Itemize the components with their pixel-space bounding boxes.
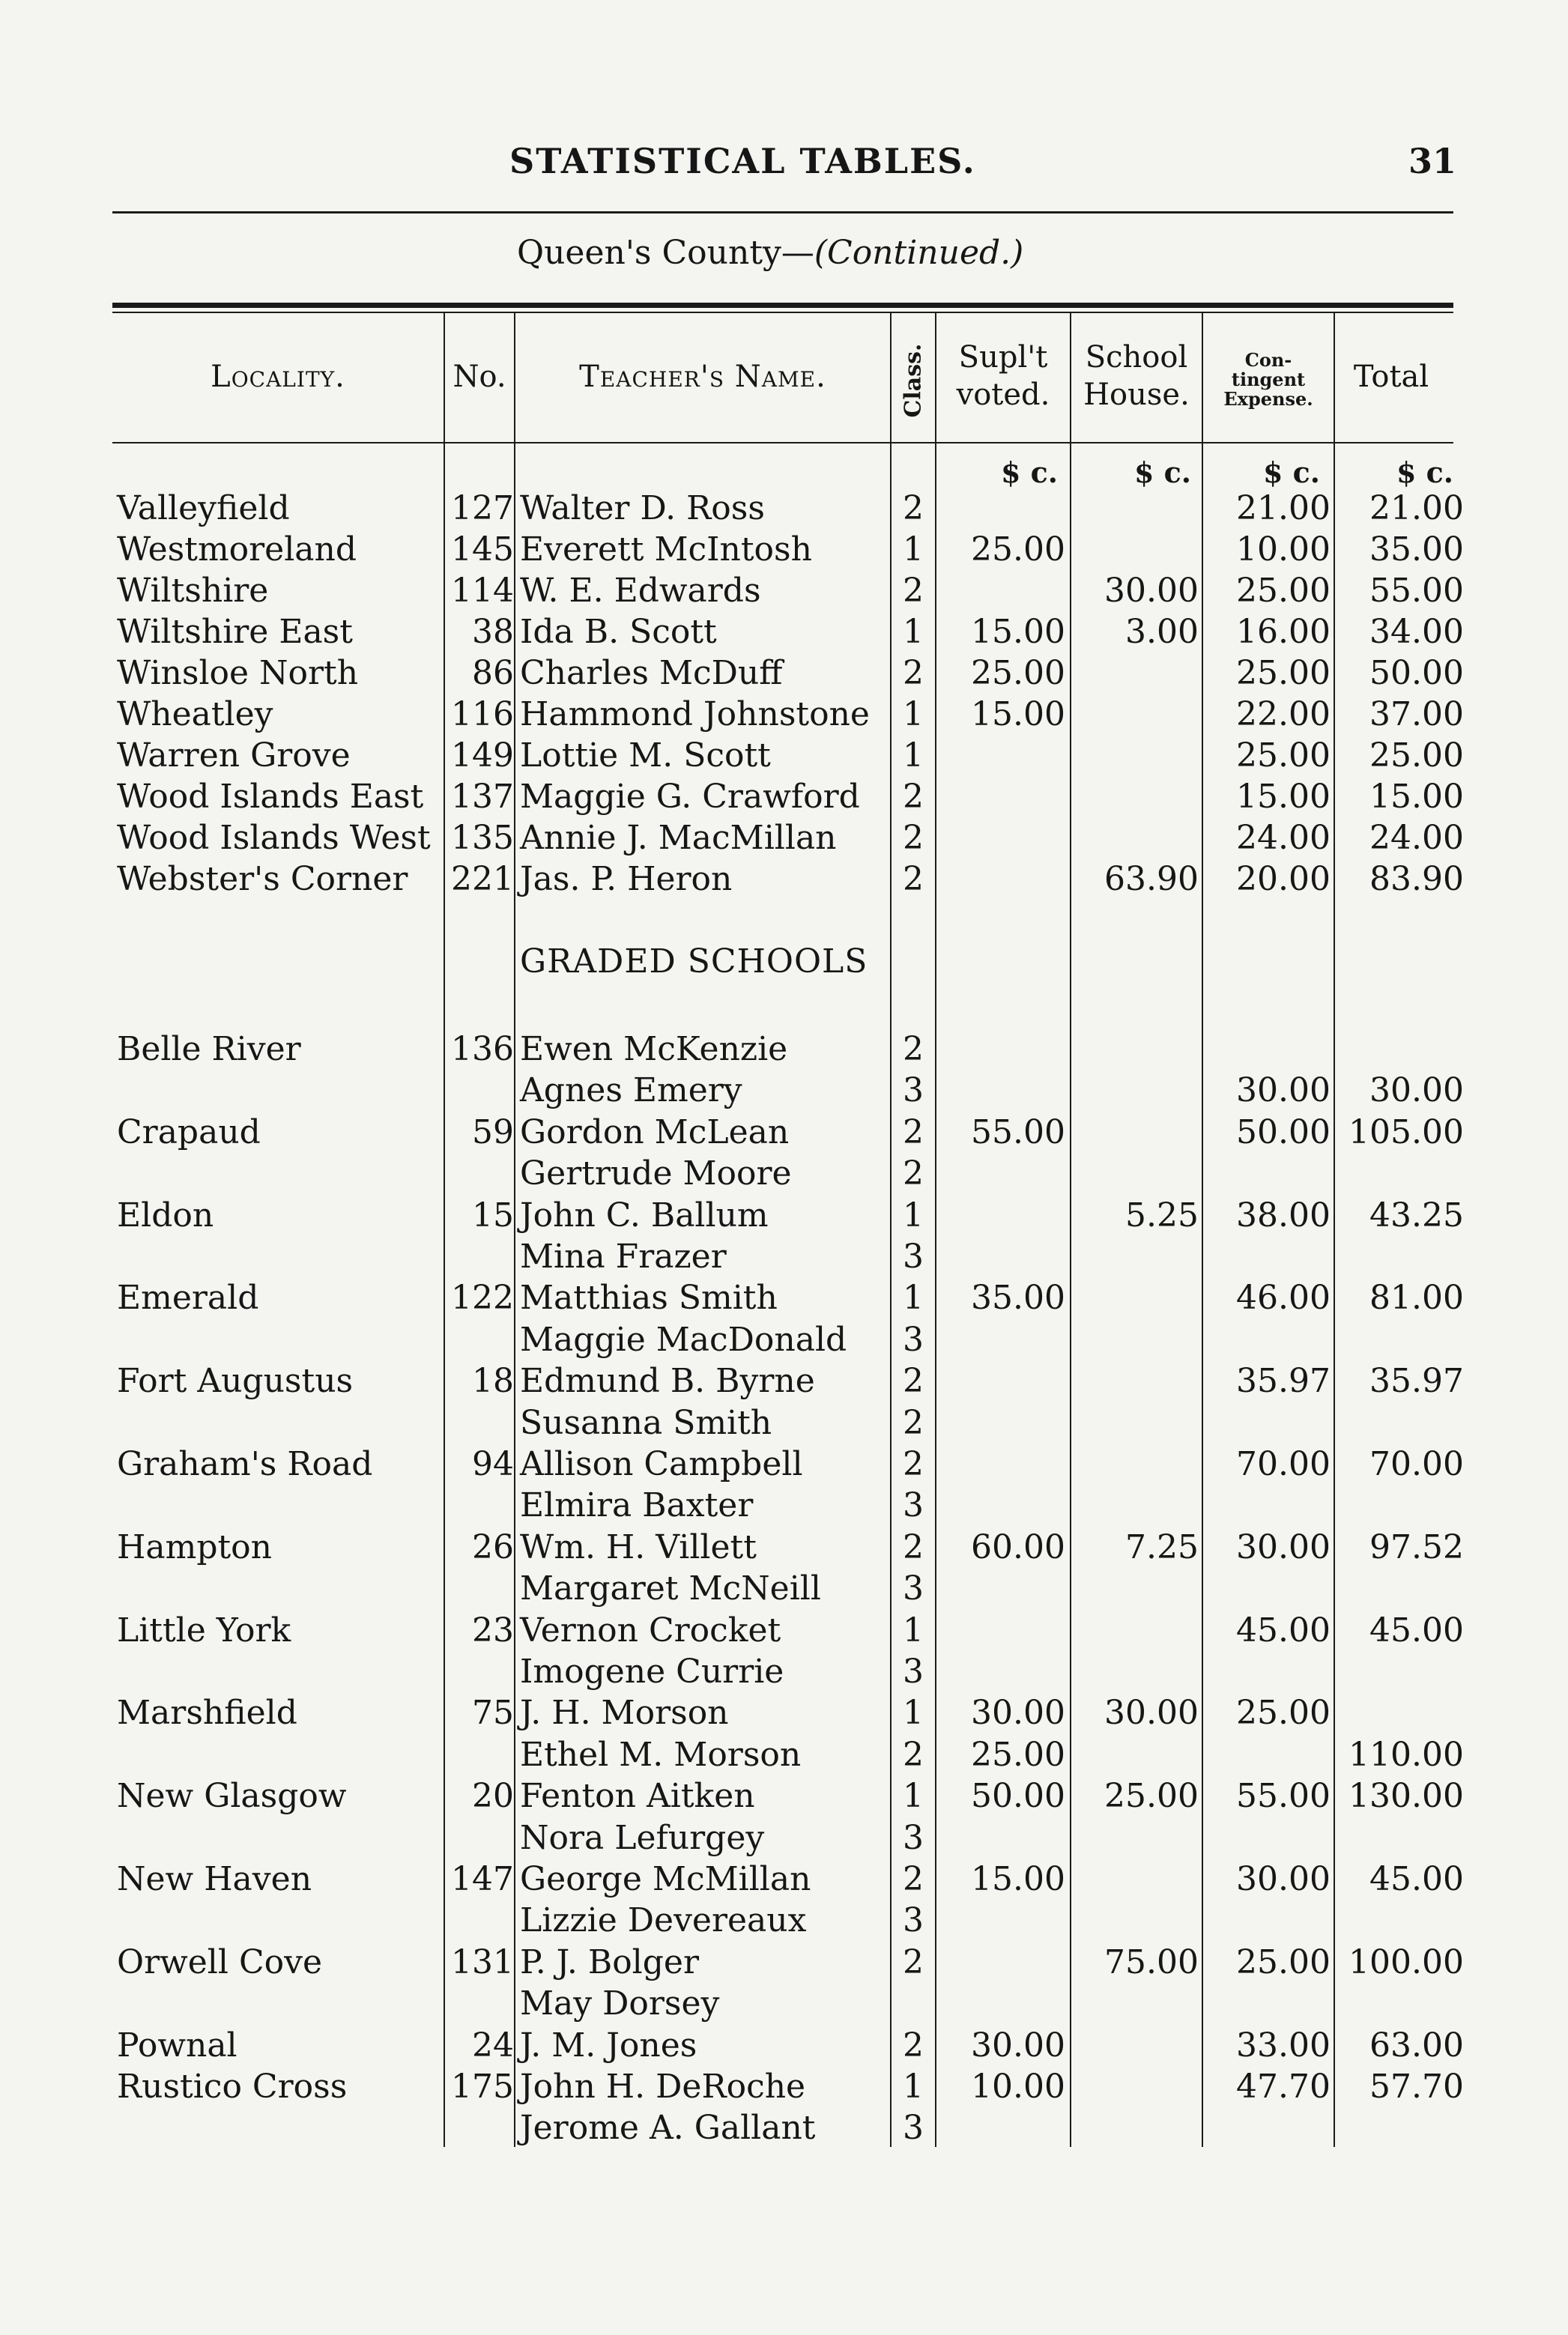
cell-school-number: 145 — [451, 530, 514, 569]
unit-label-contingent: $ c. — [1262, 455, 1320, 489]
cell-teacher-name: Wm. H. Villett — [520, 1527, 757, 1566]
table-header-rule — [112, 442, 1453, 443]
column-header-no: No. — [452, 360, 506, 394]
table-row — [0, 859, 1568, 900]
cell-class: 2 — [903, 819, 924, 857]
table-row — [0, 1029, 1568, 1070]
cell-class: 1 — [903, 736, 924, 775]
cell-class: 2 — [903, 778, 924, 816]
cell-total: 21.00 — [1369, 489, 1464, 527]
cell-contingent-expense: 10.00 — [1236, 530, 1331, 569]
table-row — [0, 1818, 1568, 1859]
cell-teacher-name: Margaret McNeill — [520, 1569, 821, 1608]
cell-class: 3 — [903, 1320, 924, 1359]
cell-class: 3 — [903, 1901, 924, 1940]
cell-class: 1 — [903, 613, 924, 651]
cell-teacher-name: Allison Campbell — [520, 1445, 803, 1483]
table-row — [0, 612, 1568, 652]
cell-total: 45.00 — [1369, 1611, 1464, 1650]
cell-class: 3 — [903, 2109, 924, 2148]
cell-teacher-name: Edmund B. Byrne — [520, 1362, 815, 1401]
cell-locality: Wiltshire — [117, 572, 269, 610]
cell-contingent-expense: 38.00 — [1236, 1196, 1331, 1235]
cell-contingent-expense: 30.00 — [1236, 1860, 1331, 1898]
cell-school-number: 38 — [472, 613, 514, 651]
cell-class: 2 — [903, 1112, 924, 1151]
cell-contingent-expense: 15.00 — [1236, 778, 1331, 816]
page-title: STATISTICAL TABLES. — [509, 141, 976, 181]
cell-locality: Belle River — [117, 1030, 301, 1068]
cell-teacher-name: Hammond Johnstone — [520, 695, 870, 733]
cell-school-house: 63.90 — [1104, 860, 1199, 898]
cell-school-house: 30.00 — [1104, 572, 1199, 610]
cell-locality: Emerald — [117, 1279, 259, 1318]
cell-suplt-voted: 15.00 — [971, 1860, 1065, 1898]
column-header-total: Total — [1353, 360, 1429, 394]
cell-contingent-expense: 25.00 — [1236, 1694, 1331, 1733]
cell-class: 2 — [903, 1403, 924, 1442]
cell-teacher-name: Walter D. Ross — [520, 489, 765, 527]
cell-teacher-name: Ewen McKenzie — [520, 1030, 788, 1068]
cell-class: 1 — [903, 1279, 924, 1318]
cell-school-number: 94 — [472, 1445, 514, 1483]
column-header-suplt: Supl't voted. — [956, 340, 1050, 412]
cell-teacher-name: Elmira Baxter — [520, 1486, 754, 1525]
header-rule — [112, 211, 1453, 213]
cell-total: 100.00 — [1348, 1942, 1464, 1981]
column-header-contingent: Con- tingent Expense. — [1223, 349, 1313, 410]
cell-contingent-expense: 46.00 — [1236, 1279, 1331, 1318]
cell-school-number: 75 — [472, 1694, 514, 1733]
cell-class: 3 — [903, 1653, 924, 1691]
cell-class: 2 — [903, 654, 924, 692]
cell-contingent-expense: 30.00 — [1236, 1527, 1331, 1566]
cell-suplt-voted: 25.00 — [971, 654, 1065, 692]
unit-label-school: $ c. — [1133, 455, 1191, 489]
column-header-class: Class. — [900, 343, 927, 417]
table-row — [0, 653, 1568, 694]
cell-school-house: 7.25 — [1125, 1527, 1199, 1566]
cell-class: 1 — [903, 2068, 924, 2106]
cell-class: 2 — [903, 572, 924, 610]
cell-suplt-voted: 10.00 — [971, 2068, 1065, 2106]
cell-total: 43.25 — [1369, 1196, 1464, 1235]
cell-total: 105.00 — [1348, 1112, 1464, 1151]
table-row — [0, 1486, 1568, 1526]
cell-class: 3 — [903, 1071, 924, 1110]
cell-locality: Crapaud — [117, 1112, 261, 1151]
cell-suplt-voted: 30.00 — [971, 1694, 1065, 1733]
cell-school-number: 59 — [472, 1112, 514, 1151]
table-row — [0, 1611, 1568, 1651]
table-row — [0, 2067, 1568, 2107]
cell-contingent-expense: 24.00 — [1236, 819, 1331, 857]
cell-class: 1 — [903, 530, 924, 569]
cell-school-house: 75.00 — [1104, 1942, 1199, 1981]
cell-total: 97.52 — [1369, 1527, 1464, 1566]
cell-contingent-expense: 70.00 — [1236, 1445, 1331, 1483]
cell-total: 57.70 — [1369, 2068, 1464, 2106]
cell-school-number: 135 — [451, 819, 514, 857]
cell-locality: Hampton — [117, 1527, 273, 1566]
table-row — [0, 1154, 1568, 1194]
cell-total: 24.00 — [1369, 819, 1464, 857]
cell-contingent-expense: 50.00 — [1236, 1112, 1331, 1151]
cell-total: 110.00 — [1348, 1735, 1464, 1774]
cell-class: 3 — [903, 1486, 924, 1525]
cell-school-number: 175 — [451, 2068, 514, 2106]
cell-contingent-expense: 20.00 — [1236, 860, 1331, 898]
cell-contingent-expense: 55.00 — [1236, 1777, 1331, 1816]
cell-locality: New Glasgow — [117, 1777, 347, 1816]
cell-school-number: 23 — [472, 1611, 514, 1650]
cell-locality: Marshfield — [117, 1694, 297, 1733]
cell-locality: Fort Augustus — [117, 1362, 354, 1401]
cell-locality: New Haven — [117, 1860, 312, 1898]
cell-contingent-expense: 33.00 — [1236, 2026, 1331, 2065]
cell-locality: Wheatley — [117, 695, 273, 733]
cell-total: 35.97 — [1369, 1362, 1464, 1401]
cell-locality: Little York — [117, 1611, 291, 1650]
cell-total: 45.00 — [1369, 1860, 1464, 1898]
page-subtitle — [517, 234, 1023, 272]
cell-total: 130.00 — [1348, 1777, 1464, 1816]
cell-school-number: 114 — [451, 572, 514, 610]
table-row — [0, 488, 1568, 529]
cell-locality: Westmoreland — [117, 530, 357, 569]
cell-teacher-name: Maggie MacDonald — [520, 1320, 847, 1359]
cell-class: 2 — [903, 1735, 924, 1774]
table-top-rule — [112, 303, 1453, 308]
cell-class: 2 — [903, 1942, 924, 1981]
cell-suplt-voted: 60.00 — [971, 1527, 1065, 1566]
cell-class: 1 — [903, 1611, 924, 1650]
table-row — [0, 1735, 1568, 1775]
table-row — [0, 1776, 1568, 1817]
table-row — [0, 1652, 1568, 1692]
cell-teacher-name: John H. DeRoche — [520, 2068, 806, 2106]
table-row — [0, 1237, 1568, 1277]
cell-suplt-voted: 55.00 — [971, 1112, 1065, 1151]
cell-teacher-name: Gertrude Moore — [520, 1154, 792, 1193]
cell-total: 81.00 — [1369, 1279, 1464, 1318]
cell-contingent-expense: 45.00 — [1236, 1611, 1331, 1650]
cell-teacher-name: Jerome A. Gallant — [520, 2109, 816, 2148]
cell-class: 2 — [903, 1860, 924, 1898]
cell-contingent-expense: 25.00 — [1236, 736, 1331, 775]
cell-contingent-expense: 21.00 — [1236, 489, 1331, 527]
column-header-school-house: School House. — [1083, 340, 1190, 412]
cell-school-number: 86 — [472, 654, 514, 692]
column-header-teacher: Teacher's Name. — [579, 360, 826, 394]
cell-school-number: 137 — [451, 778, 514, 816]
cell-teacher-name: J. H. Morson — [520, 1694, 729, 1733]
cell-class: 3 — [903, 1238, 924, 1276]
cell-school-house: 25.00 — [1104, 1777, 1199, 1816]
cell-locality: Wiltshire East — [117, 613, 353, 651]
table-row — [0, 571, 1568, 611]
cell-school-number: 24 — [472, 2026, 514, 2065]
table-top-rule-thin — [112, 312, 1453, 313]
cell-class: 1 — [903, 695, 924, 733]
cell-total: 35.00 — [1369, 530, 1464, 569]
table-row — [0, 1278, 1568, 1318]
cell-teacher-name: Gordon McLean — [520, 1112, 790, 1151]
cell-locality: Warren Grove — [117, 736, 351, 775]
table-row — [0, 777, 1568, 817]
cell-suplt-voted: 15.00 — [971, 613, 1065, 651]
cell-contingent-expense: 30.00 — [1236, 1071, 1331, 1110]
cell-total: 70.00 — [1369, 1445, 1464, 1483]
cell-locality: Pownal — [117, 2026, 237, 2065]
table-row — [0, 1901, 1568, 1941]
cell-class: 2 — [903, 1154, 924, 1193]
subtitle-prefix: Queen's County— — [517, 234, 814, 272]
cell-total: 25.00 — [1369, 736, 1464, 775]
table-row — [0, 1112, 1568, 1153]
cell-total: 34.00 — [1369, 613, 1464, 651]
cell-teacher-name: P. J. Bolger — [520, 1942, 699, 1981]
cell-teacher-name: Imogene Currie — [520, 1653, 784, 1691]
cell-teacher-name: Everett McIntosh — [520, 530, 812, 569]
table-row — [0, 530, 1568, 570]
cell-school-house: 30.00 — [1104, 1694, 1199, 1733]
cell-school-number: 131 — [451, 1942, 514, 1981]
cell-suplt-voted: 30.00 — [971, 2026, 1065, 2065]
table-row — [0, 1693, 1568, 1733]
cell-teacher-name: Charles McDuff — [520, 654, 783, 692]
table-row — [0, 1403, 1568, 1444]
cell-class: 3 — [903, 1818, 924, 1857]
cell-suplt-voted: 25.00 — [971, 530, 1065, 569]
unit-label-suplt: $ c. — [1000, 455, 1058, 489]
cell-class: 2 — [903, 2026, 924, 2065]
cell-class: 2 — [903, 860, 924, 898]
cell-contingent-expense: 22.00 — [1236, 695, 1331, 733]
cell-total: 50.00 — [1369, 654, 1464, 692]
cell-teacher-name: Jas. P. Heron — [520, 860, 733, 898]
cell-total: 55.00 — [1369, 572, 1464, 610]
subtitle-continued: (Continued.) — [814, 234, 1024, 272]
cell-total: 15.00 — [1369, 778, 1464, 816]
cell-suplt-voted: 50.00 — [971, 1777, 1065, 1816]
cell-total: 37.00 — [1369, 695, 1464, 733]
cell-contingent-expense: 35.97 — [1236, 1362, 1331, 1401]
cell-teacher-name: George McMillan — [520, 1860, 811, 1898]
cell-teacher-name: Ethel M. Morson — [520, 1735, 802, 1774]
cell-contingent-expense: 47.70 — [1236, 2068, 1331, 2106]
cell-class: 2 — [903, 1362, 924, 1401]
cell-locality: Rustico Cross — [117, 2068, 348, 2106]
table-row — [0, 1361, 1568, 1402]
cell-school-number: 136 — [451, 1030, 514, 1068]
cell-school-house: 5.25 — [1125, 1196, 1199, 1235]
unit-label-total: $ c. — [1396, 455, 1453, 489]
cell-locality: Webster's Corner — [117, 860, 408, 898]
cell-suplt-voted: 35.00 — [971, 1279, 1065, 1318]
cell-teacher-name: John C. Ballum — [520, 1196, 769, 1235]
cell-locality: Valleyfield — [117, 489, 290, 527]
table-row — [0, 2108, 1568, 2148]
table-row — [0, 736, 1568, 776]
cell-class: 1 — [903, 1196, 924, 1235]
cell-school-number: 15 — [472, 1196, 514, 1235]
cell-school-number: 149 — [451, 736, 514, 775]
cell-total: 83.90 — [1369, 860, 1464, 898]
column-header-locality: Locality. — [211, 360, 345, 394]
table-row — [0, 1444, 1568, 1485]
table-row — [0, 1527, 1568, 1568]
cell-school-number: 26 — [472, 1527, 514, 1566]
cell-contingent-expense: 25.00 — [1236, 1942, 1331, 1981]
cell-teacher-name: Matthias Smith — [520, 1279, 778, 1318]
cell-teacher-name: Mina Frazer — [520, 1238, 727, 1276]
cell-locality: Winsloe North — [117, 654, 359, 692]
cell-contingent-expense: 16.00 — [1236, 613, 1331, 651]
cell-class: 1 — [903, 1694, 924, 1733]
cell-school-number: 147 — [451, 1860, 514, 1898]
cell-locality: Graham's Road — [117, 1445, 373, 1483]
cell-locality: Wood Islands East — [117, 778, 424, 816]
cell-school-house: 3.00 — [1125, 613, 1199, 651]
table-row — [0, 2026, 1568, 2066]
table-row — [0, 1859, 1568, 1900]
cell-teacher-name: Susanna Smith — [520, 1403, 772, 1442]
table-row — [0, 1196, 1568, 1236]
cell-school-number: 18 — [472, 1362, 514, 1401]
cell-teacher-name: Vernon Crocket — [520, 1611, 781, 1650]
table-row — [0, 1942, 1568, 1983]
cell-suplt-voted: 15.00 — [971, 695, 1065, 733]
cell-total: 30.00 — [1369, 1071, 1464, 1110]
cell-school-number: 116 — [451, 695, 514, 733]
table-row — [0, 1070, 1568, 1111]
cell-teacher-name: J. M. Jones — [520, 2026, 697, 2065]
cell-locality: Wood Islands West — [117, 819, 431, 857]
cell-total: 63.00 — [1369, 2026, 1464, 2065]
cell-school-number: 122 — [451, 1279, 514, 1318]
cell-class: 2 — [903, 1527, 924, 1566]
page-number: 31 — [1408, 141, 1457, 181]
cell-contingent-expense: 25.00 — [1236, 572, 1331, 610]
cell-school-number: 127 — [451, 489, 514, 527]
cell-contingent-expense: 25.00 — [1236, 654, 1331, 692]
section-heading-graded-schools: GRADED SCHOOLS — [520, 942, 868, 981]
cell-teacher-name: Maggie G. Crawford — [520, 778, 860, 816]
cell-locality: Eldon — [117, 1196, 214, 1235]
cell-teacher-name: Nora Lefurgey — [520, 1818, 765, 1857]
cell-teacher-name: Ida B. Scott — [520, 613, 717, 651]
cell-teacher-name: W. E. Edwards — [520, 572, 761, 610]
cell-class: 2 — [903, 1445, 924, 1483]
cell-class: 3 — [903, 1569, 924, 1608]
cell-class: 2 — [903, 489, 924, 527]
cell-school-number: 20 — [472, 1777, 514, 1816]
table-row — [0, 694, 1568, 735]
table-row — [0, 1569, 1568, 1609]
cell-teacher-name: Agnes Emery — [520, 1071, 742, 1110]
cell-teacher-name: Lottie M. Scott — [520, 736, 771, 775]
cell-class: 2 — [903, 1030, 924, 1068]
cell-suplt-voted: 25.00 — [971, 1735, 1065, 1774]
cell-locality: Orwell Cove — [117, 1942, 322, 1981]
cell-teacher-name: Lizzie Devereaux — [520, 1901, 807, 1940]
cell-teacher-name: May Dorsey — [520, 1984, 720, 2023]
cell-teacher-name: Fenton Aitken — [520, 1777, 755, 1816]
table-row — [0, 1320, 1568, 1360]
cell-school-number: 221 — [451, 860, 514, 898]
cell-class: 1 — [903, 1777, 924, 1816]
cell-teacher-name: Annie J. MacMillan — [520, 819, 837, 857]
table-row — [0, 818, 1568, 858]
table-row — [0, 1984, 1568, 2024]
